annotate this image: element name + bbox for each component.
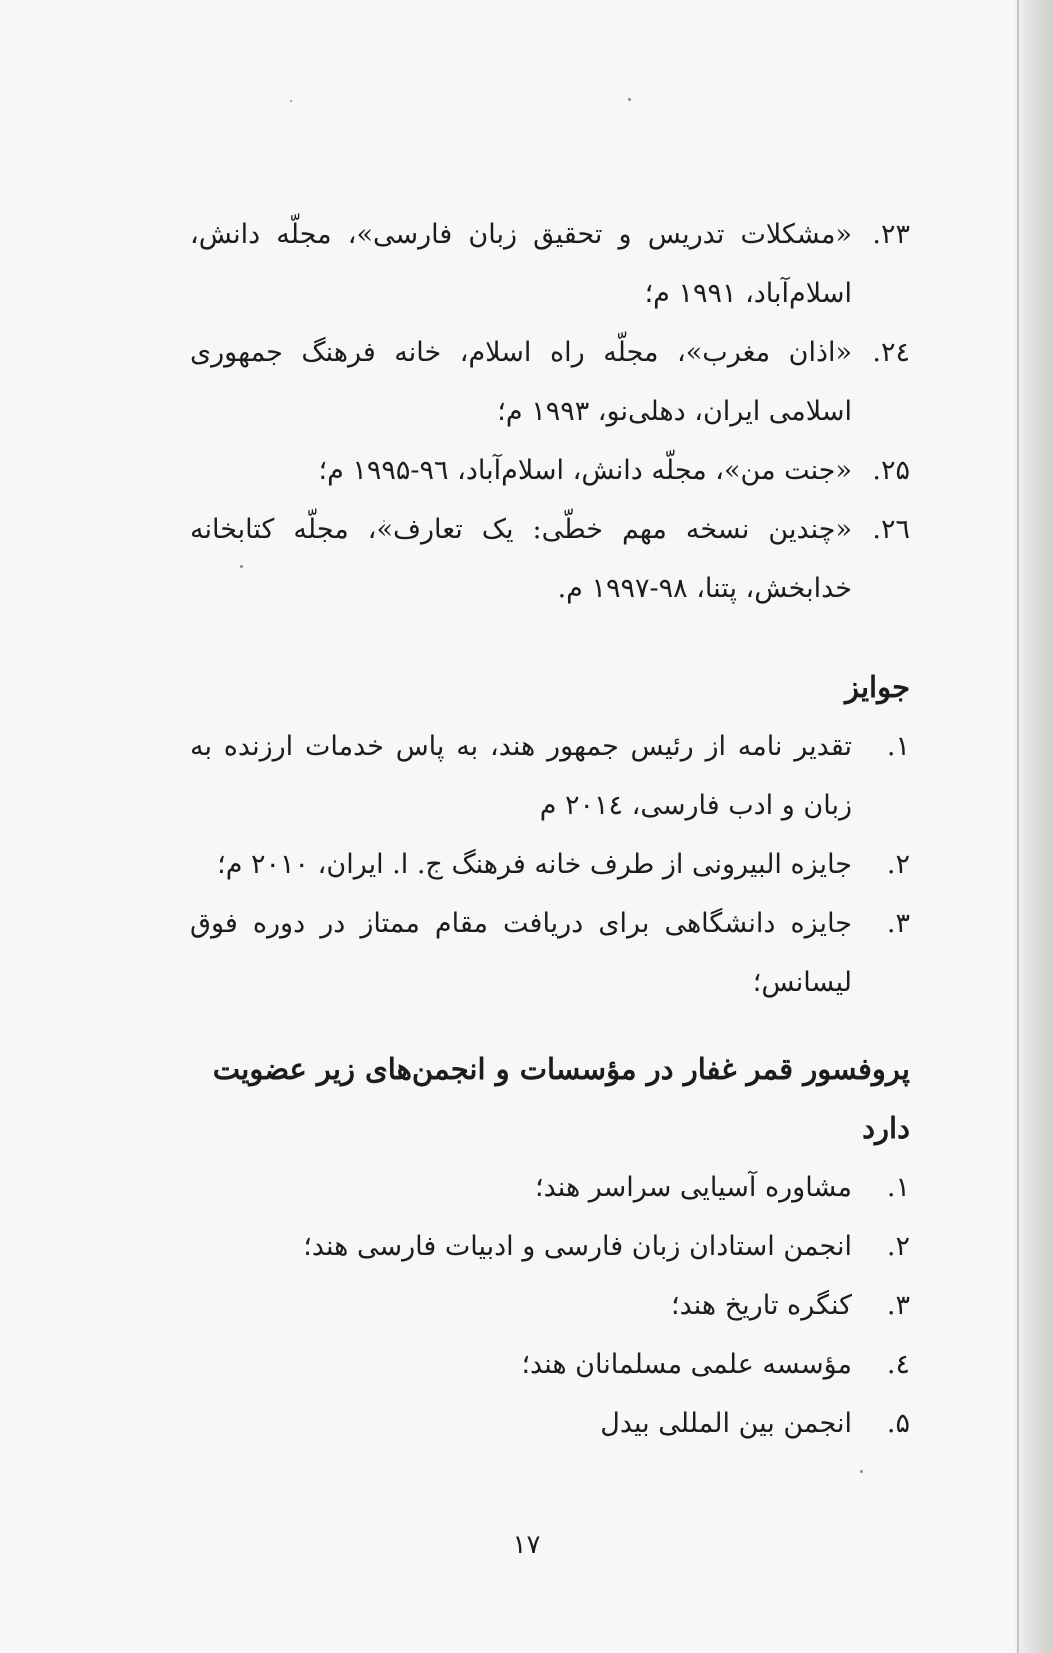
list-item <box>190 717 910 835</box>
item-text: «جنت من»، مجلّه دانش، اسلام‌آباد، ۹٦-۱۹۹۵ م؛ <box>318 455 852 486</box>
list-item <box>190 441 910 500</box>
item-text: «اذان مغرب»، مجلّه راه اسلام، خانه فرهنگ جمهوری اسلامی ایران، دهلی‌نو، ۱۹۹۳ م؛ <box>190 337 852 427</box>
list-item <box>190 1217 910 1276</box>
scan-speck <box>290 100 292 102</box>
item-number: ۲٤. <box>872 337 910 368</box>
item-text: «چندین نسخه مهم خطّی: یک تعارف»، مجلّه کتابخانه خدابخش، پتنا، ۹۸-۱۹۹۷ م. <box>190 514 852 604</box>
item-number: ۳. <box>886 1290 910 1321</box>
item-number: ۲۳. <box>872 219 910 250</box>
item-text: کنگره تاریخ هند؛ <box>671 1290 852 1321</box>
item-number: ۳. <box>886 908 910 939</box>
list-item <box>190 894 910 1012</box>
list-item <box>190 835 910 894</box>
item-number: ۲. <box>886 849 910 880</box>
list-item <box>190 1394 910 1453</box>
item-number: ۲. <box>886 1231 910 1262</box>
list-item <box>190 323 910 441</box>
item-text: «مشکلات تدریس و تحقیق زبان فارسی»، مجلّه دانش، اسلام‌آباد، ۱۹۹۱ م؛ <box>190 219 852 309</box>
page-content <box>190 205 910 1453</box>
awards-list <box>190 717 910 1012</box>
list-item <box>190 500 910 618</box>
item-text: تقدیر نامه از رئیس جمهور هند، به پاس خدمات ارزنده به زبان و ادب فارسی، ۲۰۱٤ م <box>190 731 852 821</box>
item-number: ۱. <box>886 1172 910 1203</box>
item-number: ۲٦. <box>872 514 910 545</box>
item-text: جایزه دانشگاهی برای دریافت مقام ممتاز در دوره فوق لیسانس؛ <box>190 908 852 998</box>
page-edge-line <box>1017 0 1019 1653</box>
item-number: ۵. <box>886 1408 910 1439</box>
publications-list <box>190 205 910 618</box>
scan-speck <box>860 1470 863 1473</box>
item-number: ۱. <box>886 731 910 762</box>
item-number: ۲۵. <box>872 455 910 486</box>
item-text: مشاوره آسیایی سراسر هند؛ <box>535 1172 852 1203</box>
scan-speck <box>628 98 631 101</box>
list-item <box>190 1335 910 1394</box>
memberships-heading: پروفسور قمر غفار در مؤسسات و انجمن‌های زیر عضویت دارد <box>212 1052 910 1145</box>
list-item <box>190 205 910 323</box>
item-text: انجمن استادان زبان فارسی و ادبیات فارسی هند؛ <box>303 1231 852 1262</box>
memberships-list <box>190 1158 910 1453</box>
page-edge-shadow <box>1015 0 1053 1653</box>
list-item <box>190 1158 910 1217</box>
list-item <box>190 1276 910 1335</box>
item-number: ٤. <box>886 1349 910 1380</box>
awards-heading: جوایز <box>844 670 910 704</box>
item-text: جایزه البیرونی از طرف خانه فرهنگ ج. ا. ایران، ۲۰۱۰ م؛ <box>217 849 852 880</box>
page-number: ۱۷ <box>512 1530 541 1560</box>
item-text: انجمن بین المللی بیدل <box>600 1408 852 1439</box>
item-text: مؤسسه علمی مسلمانان هند؛ <box>521 1349 852 1380</box>
